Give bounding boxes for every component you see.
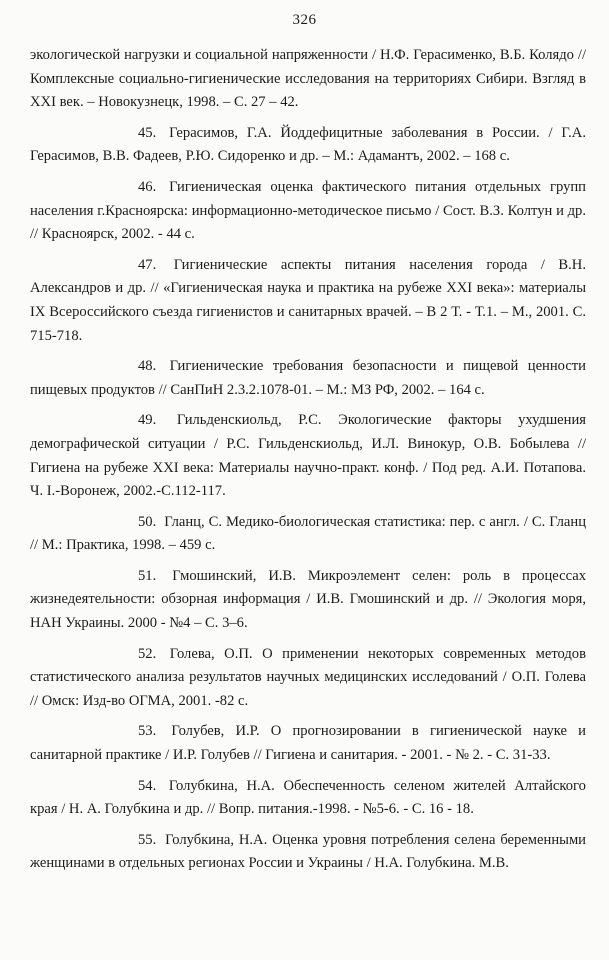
reference-number: 46. (138, 178, 157, 195)
reference-text: Голева, О.П. О применении некоторых современных методов статистического анализа результатов научных медицинских исследований / О.П. Голева // Омск: Изд-во ОГМА, 2001. -82 с. (30, 645, 586, 709)
reference-number: 53. (138, 723, 157, 740)
reference-entry (30, 409, 586, 503)
reference-entry (30, 511, 586, 558)
reference-text: Гигиенические требования безопасности и пищевой ценности пищевых продуктов // СанПиН 2.3.2.1078-01. – М.: МЗ РФ, 2002. – 164 с. (30, 358, 586, 398)
reference-number: 52. (138, 645, 157, 662)
reference-text: Гигиенические аспекты питания населения города / В.Н. Александров и др. // «Гигиеническая наука и практика на рубеже XXI века»: материалы IX Всероссийского съезда гигиенистов и санитарных врачей. – В 2 Т. - Т.1. – М., 2001. С. 715-718. (30, 256, 586, 344)
reference-number: 50. (138, 513, 157, 530)
reference-text: Гланц, С. Медико-биологическая статистика: пер. с англ. / С. Гланц // М.: Практика, 1998. – 459 с. (30, 513, 587, 554)
reference-text: Гильденскиольд, Р.С. Экологические факторы ухудшения демографической ситуации / Р.С. Гильденскиольд, И.Л. Винокур, О.В. Бобылева // Гигиена на рубеже XXI века: Материалы научно-практ. конф. / Под ред. А.И. Потапова. Ч. I.-Воронеж, 2002.-С.112-117. (30, 412, 586, 500)
reference-number: 49. (138, 412, 157, 429)
reference-entry (30, 122, 586, 169)
reference-entry (30, 254, 586, 348)
page-number: 326 (292, 12, 317, 28)
reference-entry (30, 565, 586, 636)
reference-number: 48. (138, 358, 157, 375)
reference-text: Гмошинский, И.В. Микроэлемент селен: роль в процессах жизнедеятельности: обзорная информация / И.В. Гмошинский и др. // Экология моря, НАН Украины. 2000 - №4 – С. 3–6. (30, 567, 587, 632)
reference-text: Голубкина, Н.А. Обеспеченность селеном жителей Алтайского края / Н. А. Голубкина и др. // Вопр. питания.-1998. - №5-6. - С. 16 - 18. (30, 777, 586, 818)
reference-entry (30, 44, 586, 115)
reference-text: Герасимов, Г.А. Йоддефицитные заболевания в России. / Г.А. Герасимов, В.В. Фадеев, Р.Ю. Сидоренко и др. – М.: Адамантъ, 2002. – 168 с. (30, 124, 586, 165)
reference-number: 54. (138, 777, 157, 794)
reference-list (30, 44, 586, 883)
reference-number: 47. (138, 256, 157, 273)
reference-number: 55. (138, 831, 157, 848)
reference-text: экологической нагрузки и социальной напряженности / Н.Ф. Герасименко, В.Б. Колядо // Комплексные социально-гигиенические исследования на территориях Сибири. Взгляд в XXI век. – Новокузнецк, 1998. – С. 27 – 42. (30, 47, 586, 111)
reference-number: 45. (138, 124, 157, 141)
reference-entry (30, 720, 586, 767)
reference-number: 51. (138, 567, 157, 584)
reference-text: Голубев, И.Р. О прогнозировании в гигиенической науке и санитарной практике / И.Р. Голубев // Гигиена и санитария. - 2001. - № 2. - С. 31-33. (30, 723, 586, 764)
reference-entry (30, 643, 586, 714)
reference-entry (30, 176, 586, 247)
reference-entry (30, 829, 586, 876)
reference-text: Голубкина, Н.А. Оценка уровня потребления селена беременными женщинами в отдельных регионах России и Украины / Н.А. Голубкина. М.В. (30, 831, 586, 872)
reference-entry (30, 775, 586, 822)
reference-entry (30, 355, 586, 402)
reference-text: Гигиеническая оценка фактического питания отдельных групп населения г.Красноярска: информационно-методическое письмо / Сост. В.З. Колтун и др. // Красноярск, 2002. - 44 с. (30, 178, 586, 243)
